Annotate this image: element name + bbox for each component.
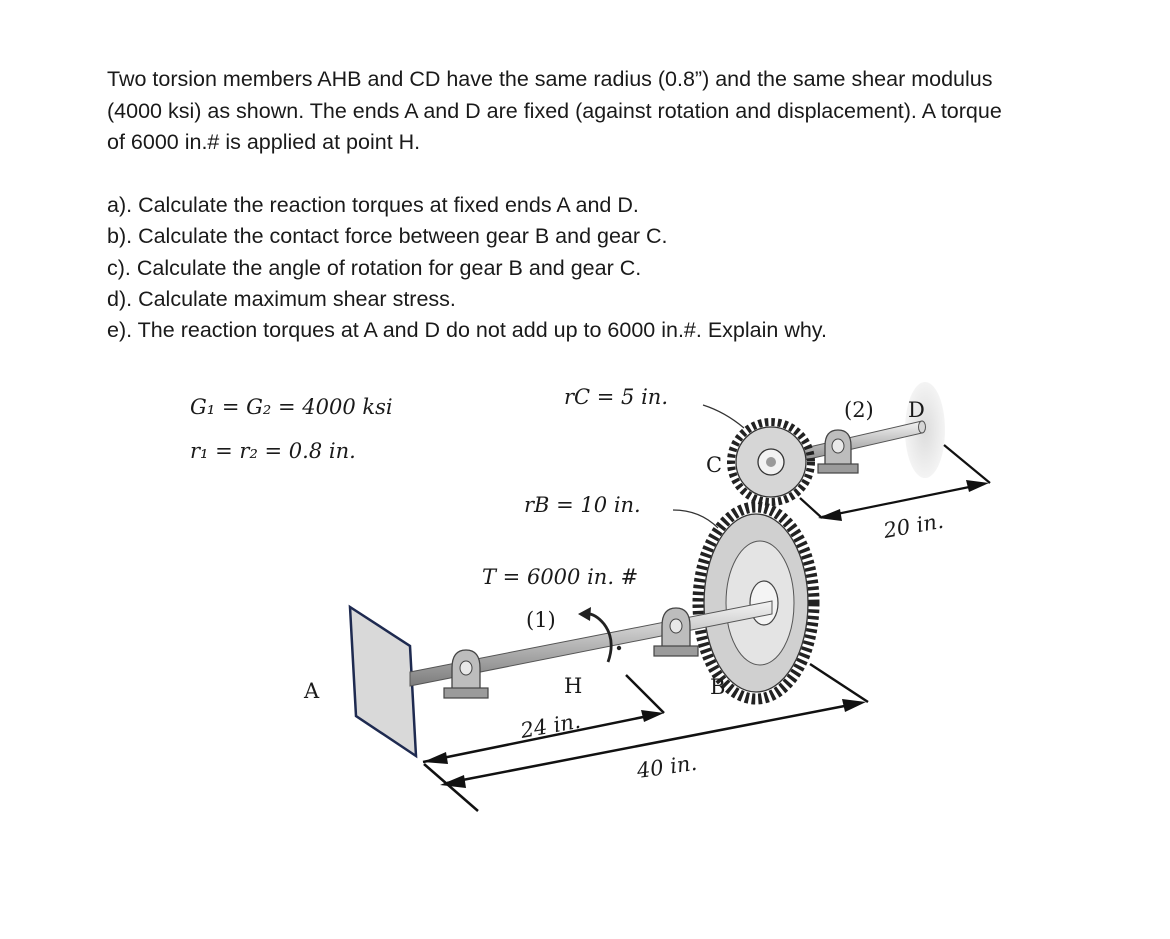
question-b: b). Calculate the contact force between gear B and gear C. — [107, 224, 668, 249]
fixed-support-a — [350, 607, 416, 756]
dim-24-label: 24 in. — [518, 708, 583, 743]
gear-b — [698, 507, 814, 699]
shear-modulus-label: G₁ = G₂ = 4000 ksi — [190, 395, 393, 419]
dim-20-label: 20 in. — [881, 508, 946, 543]
question-e: e). The reaction torques at A and D do not add up to 6000 in.#. Explain why. — [107, 318, 827, 343]
point-h-label: H — [564, 674, 583, 698]
intro-line-2: (4000 ksi) as shown. The ends A and D are fixed (against rotation and displacement). A torque — [107, 98, 1002, 123]
question-a: a). Calculate the reaction torques at fixed ends A and D. — [107, 193, 639, 217]
point-h-marker — [617, 646, 621, 650]
radius-label: r₁ = r₂ = 0.8 in. — [190, 439, 356, 463]
intro-line-1: Two torsion members AHB and CD have the same radius (0.8”) and the same shear modulus — [107, 67, 993, 91]
dimension-40-in — [424, 664, 868, 811]
point-c-label: C — [706, 453, 723, 477]
question-c: c). Calculate the angle of rotation for gear B and gear C. — [107, 255, 642, 280]
dim-40-label: 40 in. — [635, 750, 699, 783]
torque-label: T = 6000 in. # — [482, 565, 639, 589]
point-b-label: B — [710, 675, 726, 699]
intro-line-3: of 6000 in.# is applied at point H. — [107, 130, 421, 154]
gear-b-radius-label: rB = 10 in. — [524, 493, 641, 517]
point-a-label: A — [304, 679, 320, 703]
question-d: d). Calculate maximum shear stress. — [107, 286, 456, 311]
member-1-label: (1) — [526, 608, 556, 632]
member-2-label: (2) — [844, 398, 874, 422]
gear-c-radius-label: rC = 5 in. — [564, 385, 669, 409]
point-d-label: D — [908, 398, 925, 422]
gear-c — [731, 422, 811, 502]
